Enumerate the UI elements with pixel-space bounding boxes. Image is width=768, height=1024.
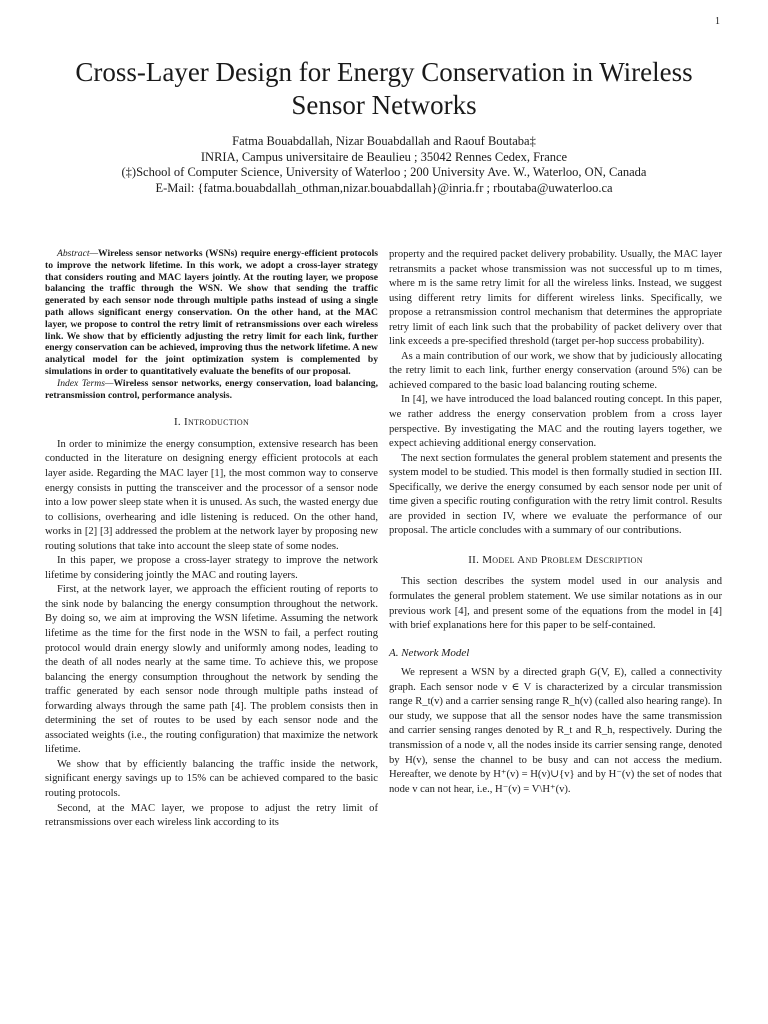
author-names: Fatma Bouabdallah, Nizar Bouabdallah and Raouf Boutaba‡: [232, 134, 536, 148]
abstract: [45, 248, 378, 378]
paragraph: First, at the network layer, we approach the efficient routing of reports to the sink node by balancing the energy consumption throughout the network. By doing so, we aim at improving the WSN lifetime. Assuming the network lifetime as the time for the first node in the WSN to fail, a perfect routing protocol would drain energy slowly and uniformly among nodes, leading to the death of all nodes nearly at the same time. To achieve this, we propose balancing the energy consumption throughout the network by sending the traffic generated by each sensor node through multiple paths instead of forwarding always through the same path [4]. The problem consists then in determining the set of routes to be used by each sensor node and the associated weights (i.e., the routing configuration) that maximize the network lifetime.: [45, 584, 378, 756]
page-number: 1: [715, 16, 720, 27]
author-email: E-Mail: {fatma.bouabdallah_othman,nizar.bouabdallah}@inria.fr ; rboutaba@uwaterloo.ca: [155, 180, 613, 195]
abstract-text: Wireless sensor networks (WSNs) require energy-efficient protocols to improve the network lifetime. In this work, we adopt a cross-layer strategy that considers routing and MAC layers jointly. At the routing layer, we propose balancing the traffic through the WSN. We show that sending the traffic generated by each sensor node through multiple paths instead of using a single path allows significant energy conservation. On the other hand, at the MAC layer, we propose to control the retry limit of retransmissions over each wireless link. We show that by efficiently adjusting the retry limit for each link, further energy conservation can be achieved, improving thus the network lifetime. A new analytical model for the joint optimization system is complemented by simulations in order to quantitatively evaluate the benefits of our proposal.: [45, 248, 378, 377]
right-column: [389, 248, 722, 797]
section-heading-introduction: I. Introduction: [173, 416, 250, 429]
paragraph: We show that by efficiently balancing the traffic inside the network, significant energy savings up to 15% can be achieved compared to the basic routing protocols.: [45, 758, 378, 800]
paragraph: We represent a WSN by a directed graph G(V, E), called a connectivity graph. Each sensor node v ∈ V is characterized by a circular transmission range R_t(v) and a carrier sensing range R_h(v) (called also hearing range). In our study, we suppose that all the sensor nodes have the same transmission and carrier sensing ranges denoted by R_t and R_h, respectively. During the transmission of a node v, all the nodes inside its carrier sensing range, denoted by H(v), sense the channel to be busy and can not access the medium. Hereafter, we denote by H⁺(v) = H(v)∪{v} and by H⁻(v) the set of nodes that node v can not hear, i.e., H⁻(v) = V\H⁺(v).: [389, 667, 722, 795]
author-block: [30, 134, 738, 196]
paragraph: In order to minimize the energy consumption, extensive research has been conducted in the literature on designing energy efficient protocols at each layer aside. Regarding the MAC layer [1], the most common way to conserve energy consists in putting the transceiver and the processor of a sensor node into a low power sleep state when it is unused. As such, the wasted energy due to collisions, overhearing and idle listening is reduced. On the other hand, works in [2] [3] addressed the problem at the network layer by proposing new routing solutions that take into account the sleep state of some nodes.: [45, 438, 378, 552]
paragraph: As a main contribution of our work, we show that by judiciously allocating the retry limit to each link, further energy conservation (around 5%) can be achieved compared to the basic load balancing routing scheme.: [389, 350, 722, 391]
left-column: [45, 248, 378, 831]
affiliation-inria: INRIA, Campus universitaire de Beaulieu ; 35042 Rennes Cedex, France: [200, 149, 568, 164]
paragraph: In this paper, we propose a cross-layer strategy to improve the network lifetime by considering jointly the MAC and routing layers.: [45, 555, 378, 581]
paragraph: Second, at the MAC layer, we propose to adjust the retry limit of retransmissions over each wireless link according to its: [45, 802, 378, 829]
abstract-label: Abstract—: [57, 248, 99, 259]
index-terms-text: Wireless sensor networks, energy conservation, load balancing, retransmission control, performance analysis.: [45, 377, 379, 401]
paragraph: property and the required packet delivery probability. Usually, the MAC layer retransmits a packet whose transmission was not successful up to m times, where m is the same retry limit for all the wireless links. Instead, we suggest using different retry limits for different wireless links. Specifically, we propose a retransmission control mechanism that determines the appropriate retry limit of each link such that the probability of packet delivery over that link exceeds a pre-specified threshold (target per-hop success probability).: [389, 249, 722, 348]
paragraph: The next section formulates the general problem statement and presents the system model to be studied. This model is then formally studied in section III. Specifically, we derive the energy consumed by each sensor node per unit of time given a specific routing configuration with the retry limit control. Results are provided in section IV, where we evaluate the performance of our proposal. The article concludes with a summary of our contributions.: [389, 452, 722, 537]
paper-title: Cross-Layer Design for Energy Conservation in Wireless Sensor Networks: [75, 57, 693, 120]
index-terms-label: Index Terms—: [57, 377, 114, 389]
affiliation-waterloo: (‡)School of Computer Science, University of Waterloo ; 200 University Ave. W., Waterloo, ON, Canada: [121, 165, 647, 179]
paragraph: In [4], we have introduced the load balanced routing concept. In this paper, we rather address the energy conservation problem from a cross layer perspective. By investigating the MAC and the routing layers together, we expect achieving additional energy conservation.: [389, 394, 722, 450]
paragraph: This section describes the system model used in our analysis and formulates the general problem statement. We use similar notations as in our previous work [4], and present some of the equations from the model in [4] with brief explanations here for this paper to be self-contained.: [389, 576, 722, 632]
index-terms: [45, 378, 378, 402]
section-heading-model: II. Model And Problem Description: [468, 553, 643, 566]
subsection-heading-network-model: A. Network Model: [389, 646, 470, 659]
